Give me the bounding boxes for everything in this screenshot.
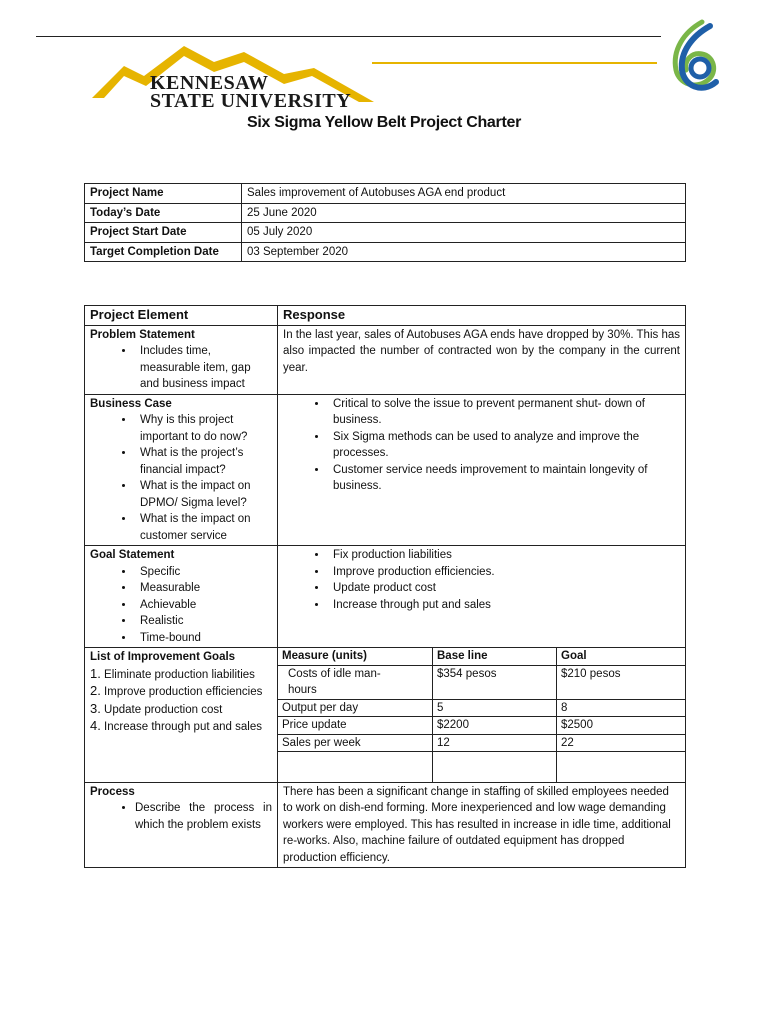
improvement-goal-text: Improve production efficiencies — [104, 686, 263, 698]
measures-header: Base line — [433, 648, 557, 665]
info-label: Project Start Date — [85, 223, 242, 243]
goal-bullet: • Measurable — [135, 580, 272, 597]
improvement-goal — [90, 701, 272, 719]
col-header-response: Response — [278, 306, 686, 326]
measures-cell-goal: $210 pesos — [557, 665, 686, 699]
project-info-table — [84, 183, 686, 262]
info-label: Project Name — [85, 184, 242, 204]
measures-cell-measure: Price update — [278, 717, 433, 735]
improvement-goal-number: 2. — [90, 683, 101, 698]
improvement-goal-text: Eliminate production liabilities — [104, 668, 255, 681]
goal-bullet: • Time-bound — [135, 630, 272, 647]
business-response-item: • Critical to solve the issue to prevent permanent shut- down of business. — [328, 396, 680, 429]
process-bullet: • Describe the process in which the problem exists — [135, 800, 272, 833]
goal-row — [85, 546, 686, 648]
improvement-goal-text: Update production cost — [104, 703, 223, 716]
measures-row — [278, 699, 685, 717]
info-value: 03 September 2020 — [242, 242, 686, 262]
business-response-list — [283, 396, 680, 495]
goal-response-item: • Update product cost — [328, 580, 680, 597]
problem-response: In the last year, sales of Autobuses AGA ends have dropped by 30%. This has also impacted the number of contracted won by the company in the current year. — [278, 325, 686, 394]
goal-bullet: • Realistic — [135, 613, 272, 630]
problem-bullet: • Includes time, measurable item, gap and business impact — [135, 343, 272, 393]
process-element — [85, 782, 278, 868]
measures-cell-baseline: $354 pesos — [433, 665, 557, 699]
ksu-line2: STATE UNIVERSITY — [150, 90, 352, 112]
business-title: Business Case — [90, 397, 172, 410]
business-bullet: • What is the impact on customer service — [135, 511, 272, 544]
process-bullets — [90, 800, 272, 833]
ksu-line1: KENNESAW — [150, 72, 269, 94]
header-rule — [36, 36, 661, 37]
ksu-logo — [84, 40, 384, 120]
business-bullet: • Why is this project important to do now? — [135, 412, 272, 445]
goal-response-item: • Improve production efficiencies. — [328, 564, 680, 581]
goal-response — [278, 546, 686, 648]
measures-header-row — [278, 648, 685, 665]
six-sigma-logo — [654, 18, 734, 104]
improvement-row — [85, 648, 686, 783]
measures-cell-goal: $2500 — [557, 717, 686, 735]
business-response-item: • Customer service needs improvement to maintain longevity of business. — [328, 462, 680, 495]
info-row — [85, 242, 686, 262]
business-bullets — [90, 412, 272, 544]
improvement-goal-number: 1. — [90, 665, 101, 681]
info-value: Sales improvement of Autobuses AGA end product — [242, 184, 686, 204]
measures-cell-goal: 22 — [557, 734, 686, 752]
improvement-goals-list — [90, 666, 272, 736]
info-label: Target Completion Date — [85, 242, 242, 262]
goal-response-item: • Increase through put and sales — [328, 597, 680, 614]
goal-bullets — [90, 564, 272, 647]
measures-row — [278, 665, 685, 699]
measures-cell-baseline — [433, 752, 557, 782]
measures-cell-goal — [557, 752, 686, 782]
measures-header: Measure (units) — [278, 648, 433, 665]
problem-title: Problem Statement — [90, 328, 195, 341]
measures-cell-baseline: 5 — [433, 699, 557, 717]
business-bullet: • What is the project’s financial impact? — [135, 445, 272, 478]
goal-element — [85, 546, 278, 648]
charter-header-row — [85, 306, 686, 326]
problem-row — [85, 325, 686, 394]
improvement-goal-number: 3. — [90, 700, 101, 716]
info-row — [85, 203, 686, 223]
info-label: Today’s Date — [85, 203, 242, 223]
info-row — [85, 223, 686, 243]
business-element — [85, 394, 278, 546]
problem-bullets — [90, 343, 272, 393]
measures-cell-measure: Output per day — [278, 699, 433, 717]
improvement-goal-text: Increase through put and sales — [104, 721, 262, 733]
goal-bullet: • Achievable — [135, 597, 272, 614]
gold-rule — [372, 62, 657, 64]
measures-table — [278, 648, 685, 782]
process-title: Process — [90, 785, 135, 798]
ksu-wordmark — [150, 74, 351, 110]
goal-response-list — [283, 547, 680, 613]
improvement-goal — [90, 683, 272, 701]
measures-cell-measure: Sales per week — [278, 734, 433, 752]
goal-bullet: • Specific — [135, 564, 272, 581]
business-bullet: • What is the impact on DPMO/ Sigma level? — [135, 478, 272, 511]
goal-title: Goal Statement — [90, 549, 175, 561]
measures-cell-measure — [278, 752, 433, 782]
measures-cell — [278, 648, 686, 783]
measures-cell-baseline: 12 — [433, 734, 557, 752]
improvement-goal-number: 4. — [90, 718, 101, 733]
measures-cell-measure: Costs of idle man-hours — [278, 665, 433, 699]
problem-element — [85, 325, 278, 394]
business-row — [85, 394, 686, 546]
six-sigma-six-icon — [654, 18, 734, 104]
improvement-element — [85, 648, 278, 783]
info-row — [85, 184, 686, 204]
measures-cell-goal: 8 — [557, 699, 686, 717]
business-response — [278, 394, 686, 546]
process-response: There has been a significant change in staffing of skilled employees needed to work on dish-end forming. More inexperienced and low wage demanding workers were employed. This has resulted in increase in idle time, additional re-works. Also, machine failure of outdated equipment has dropped production efficiency. — [278, 782, 686, 868]
info-value: 25 June 2020 — [242, 203, 686, 223]
measures-row — [278, 734, 685, 752]
improvement-goal — [90, 718, 272, 736]
business-response-item: • Six Sigma methods can be used to analyze and improve the processes. — [328, 429, 680, 462]
goal-response-item: • Fix production liabilities — [328, 547, 680, 564]
measures-row — [278, 717, 685, 735]
measures-row — [278, 752, 685, 782]
measures-header: Goal — [557, 648, 686, 665]
measures-cell-baseline: $2200 — [433, 717, 557, 735]
improvement-title: List of Improvement Goals — [90, 651, 236, 663]
process-row — [85, 782, 686, 868]
charter-table — [84, 305, 686, 868]
improvement-goal — [90, 666, 272, 684]
info-value: 05 July 2020 — [242, 223, 686, 243]
document-title: Six Sigma Yellow Belt Project Charter — [246, 114, 522, 131]
col-header-element: Project Element — [85, 306, 278, 326]
